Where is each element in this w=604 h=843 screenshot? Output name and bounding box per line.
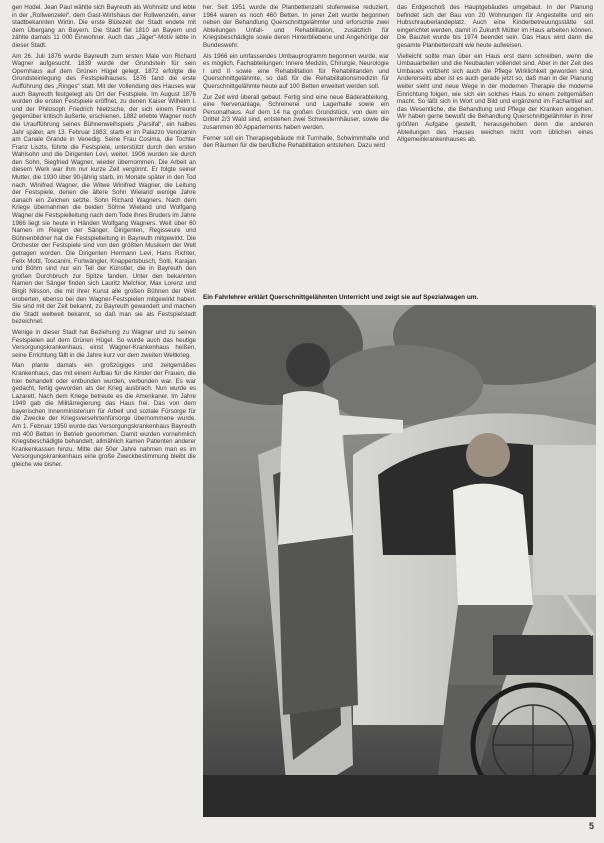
article-photo: [203, 305, 596, 817]
article-column-3: [397, 4, 593, 266]
paragraph: Man plante damals ein großzügiges und zeitgemäßes Krankenhaus, das mit einem Aufbau für die Kinder der Frauen, die hier behandelt oder entbunden wurden, verbunden war. Es war gedacht, fertig geworden als der Krieg ausbrach. Nun wurde es Lazarett. Nach dem Kriege betreute es die Amerikaner. Im Jahre 1949 gab die Militärregierung das Haus frei. Das von dem bayerischen Innenministerium für Arbeit und soziale Fürsorge für die Zwecke der Kriegsversehrtenfürsorge übernommene wurde. Am 1. Februar 1950 wurde das Versorgungskrankenhaus Bayreuth mit 400 Betten in Betrieb genommen. Damit wurden vornehmlich Kriegsbeschädigte behandelt, allmählich kamen Patienten anderer Krankenkassen hinzu. Mitte der 50er Jahre nahmen man es im Versorgungskrankenhaus eine große Zweckbestimmung bleibt die gleiche wie bisher.: [12, 362, 196, 469]
paragraph: Ferner soll ein Therapiegebäude mit Turnhalle, Schwimmhalle und den Räumen für die berufliche Rehabilitation entstehen. Dazu wird: [203, 134, 389, 150]
paragraph: Am 26. Juli 1876 wurde Bayreuth zum ersten Male von Richard Wagner aufgesucht. 1839 wurde der Grundstein für sein Opernhaus auf dem Grünen Hügel gelegt. 1872 erfolgte die Grundsteinlegung des Festspielhauses. 1876 fand die erste Aufführung des „Ringes“ statt. Mit der Vollendung des Hauses war auch Bayreuth festgelegt als Ort der Festspiele. Im August 1876 wurden die ersten Festspiele eröffnet, zu denen Kaiser Wilhelm I. und der Philosoph Friedrich Nietzsche, der sich einem Freund gegenüber kritisch äußerte, erschienen. 1882 erlebte Wagner noch die Uraufführung seines Bühnenweihspiels „Parsifal“, ein halbes Jahr später, am 13. Februar 1883, starb er im Palazzo Vendramin am Canale Grande in Venedig. Seine Frau Cosima, die Tochter Franz Liszts, führte die Festspiele, unterstützt durch den ersten Wahlsohn und die Dirigenten Levi, weiter. 1906 wurden sie durch den Sohn, Siegfried Wagner, wieder übernommen. Die Arbeit an diesem Werk war ihm nur kurze Zeit vergönnt. Er folgte seiner Mutter, die 1930 über 90-jährig starb, im Monate später in den Tod nach. Winifred Wagner, die Witwe Winifred Wagner, die Leitung der Festspiele, denen die ältere Sohn Wieland wenige Jahre danach ein Zeichen setzte. Sohn Richard Wagners. Nach dem Kriege übernahmen die beiden Söhne Wieland und Wolfgang Wagner die Festspielleitung nach dem Tode ihres Bruders im Jahre 1966 liegt sie heute in Händen Wolfgang Wagners. Weit über 60 Namen im Reigen der Sänger, Dirigenten, Regisseure und Bühnenbildner hat die Festspielleitung in Bayreuth mitgewirkt. Die Orchester der Festspiele sind von den größten Musikern der Welt getragen worden. Die Dirigenten Hermann Levi, Hans Richter, Felix Mottl, Toscanini, Furtwängler, Knappertsbusch, Solti, Karajan und Böhm sind nur ein Teil der Künstler, die in Bayreuth den großen Durchbruch zur Spitze fanden. Unter den bekannten Namen der Sänger finden sich Lauritz Melchior, Max Lorenz und Birgit Nilsson, die mit ihrer Kunst alle großen Bühnen der Welt eroberten, ebenso bei den Wagner-Festspielen mitgewirkt haben. Sie sind mit der Zeit bekannt, zu Bayreuth gewandert und machen die Stadt weltweit bekannt, so daß man sie als Festspielstadt bezeichnet.: [12, 52, 196, 326]
paragraph: das Erdgeschoß des Hauptgebäudes umgebaut. In der Planung befindet sich der Bau von 20 Wohnungen für Angestellte und ein Hubschrauberlandeplatz. Auch eine Kinderbetreuungsstätte soll eingerichtet werden, damit in Zukunft Mütter im Haus arbeiten können. Die Bauzeit wurde bis 1974 beendet sein. Das Haus wird dann die gesamte Planbettenzahl wie heute aufweisen.: [397, 4, 593, 49]
paragraph: Wenige in dieser Stadt hat Beziehung zu Wagner und zu seinen Festspielen auf dem Grünen Hügel. So wurde auch das heutige Versorgungskrankenhaus, einst Wagner-Krankenhaus heißen, seine Errichtung fällt in die Jahre kurz vor dem zweiten Weltkrieg.: [12, 328, 196, 359]
photo-caption: Ein Fahrlehrer erklärt Querschnittgelähmten Unterricht und zeigt sie auf Spezialwagen um.: [203, 294, 479, 301]
article-column-1: [12, 4, 196, 830]
article-column-2: [203, 4, 389, 310]
photo-illustration: [203, 305, 596, 817]
paragraph: gen Hodel. Jean Paul wählte sich Bayreuth als Wohnsitz und lebte in der „Rollwenzelei“, dem Gast-Wirtshaus der Rollwenzelin, einer stadtbekannten Wirtin. Die erste Blütezeit der Stadt endete mit dem Übergang an Bayern. Die Stadt fiel 1810 an Bayern und zählte damals 11 000 Einwohner. Auch das „Jäger“-Motiv lebte in dieser Stadt.: [12, 4, 196, 49]
paragraph: Zur Zeit wird überall gebaut. Fertig sind eine neue Bäderabteilung, eine Nervenanlage, Schreinerei und Lagerhalle sowie ein Personalhaus. Auf dem 14 ha großen Grundstück, von dem ein Drittel 2/3 Wald sind, entstehen zwei Schwesternhäuser, sowie die zusammen 80 Appartements haben werden.: [203, 93, 389, 131]
page-number: 5: [588, 821, 594, 831]
paragraph: Vielleicht sollte man über ein Haus erst dann schreiben, wenn die Umbauarbeiten und die Neubauten vollendet sind. Aber in der Zeit des Umbaues vollzieht sich auch die Pflege Wirklichkeit geworden sind, Andererseits aber ist es auch gerade jetzt so, daß man in der Planung weiter sieht und neue Wege in der modernen Therapie die moderne Einrichtung folgen, wie sich ein solches Haus zu einem zeitgemäßen macht. So läßt sich in Wort und Bild und ergänzend im Fachartikel auf das Wesentliche, die Behandlung und Pflege der Kranken eingehen. Wir haben gerne bewußt die Behandlung Querschnittgelähmter in ihrer größten Aufgabe gestellt, herausgehoben denn die anderen Abteilungen des Hauses weichen nicht vom üblichen eines Allgemeinkrankenhauses ab.: [397, 52, 593, 144]
paragraph: Als 1966 ein umfassendes Umbauprogramm begonnen wurde, war es möglich, Fachabteilungen: Innere Medizin, Chirurgie, Neurologie I und II sowie eine Rehabilitation für Rehabilitanden und Querschnittgelähmte, so daß für die Rehabilitationsmedizin für Querschnittgelähmte heute auf 100 Betten erweitert werden soll.: [203, 52, 389, 90]
paragraph: her. Seit 1951 wurde die Planbettenzahl stufenweise reduziert, 1964 waren es noch 460 Betten. In jener Zeit wurde begonnen neben der Behandlung Querschnittgelähmter und erforschte zwei Abteilungen Unfall- und Rehabilitation, zusätzlich für Kriegsbeschädigte sowie deren Hinterbliebene und Angehörige der Bundeswehr.: [203, 4, 389, 49]
